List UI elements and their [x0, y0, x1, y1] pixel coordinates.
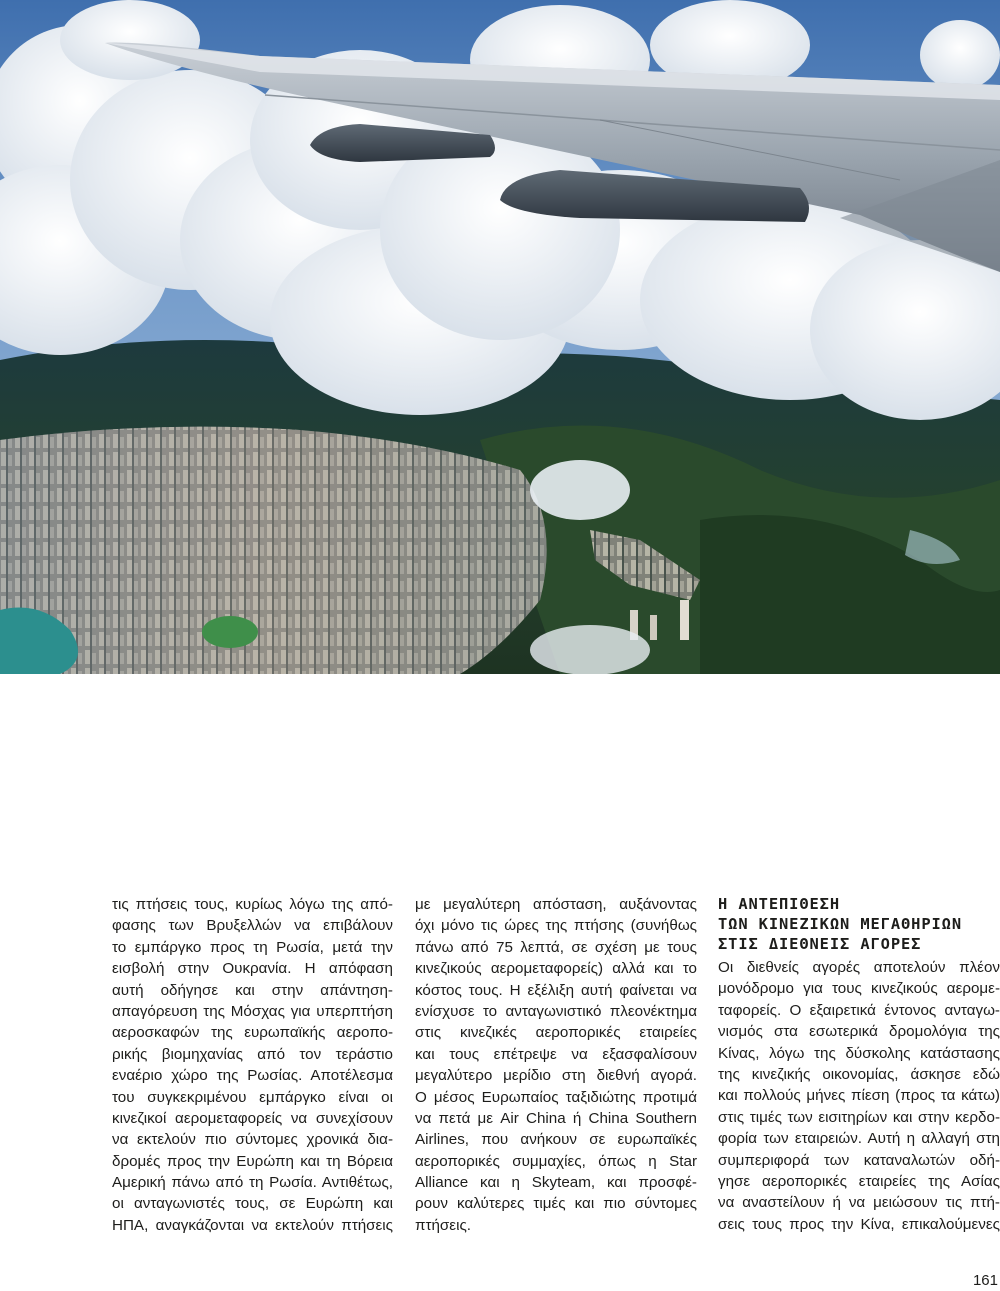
text-line: αεροπορικές συμμαχίες, όπως η Star — [415, 1152, 697, 1170]
text-line: Οι διεθνείς αγορές αποτελούν πλέον — [718, 959, 1000, 976]
text-line: να αναστείλουν ή να μειώσουν τις πτή- — [718, 1194, 1000, 1212]
text-line: ταφορείς. Ο εξαιρετικά έντονος ανταγω- — [718, 1001, 1000, 1019]
text-line: να εκτελούν πιο σύντομες χρονικά δια- — [112, 1131, 393, 1149]
text-line: του συγκεκριμένου εμπάργκο είναι οι — [112, 1088, 393, 1106]
text-line: ΗΠΑ, αναγκάζονται να εκτελούν πτήσεις — [112, 1216, 393, 1234]
text-line: και πολλούς μήνες πίεση (προς τα κάτω) — [718, 1087, 1000, 1105]
text-line: εναέριο χώρο της Ρωσίας. Αποτέλεσμα — [112, 1067, 393, 1085]
text-line: κινεζικούς αερομεταφορείς) αλλά και το — [415, 960, 697, 978]
heading-line: ΣΤΙΣ ΔΙΕΘΝΕΙΣ ΑΓΟΡΕΣ — [718, 935, 922, 953]
text-line: απαγόρευση της Μόσχας για υπερπτήση — [112, 1002, 393, 1020]
text-line: φασης των Βρυξελλών να επιβάλουν — [112, 917, 393, 935]
text-line: ρικής βιομηχανίας από τον τεράστιο — [112, 1045, 393, 1063]
text-line: στις τιμές των εισιτηρίων και στην κερδο- — [718, 1108, 1000, 1126]
text-line: γησε αεροπορικές εταιρείες της Ασίας — [718, 1172, 1000, 1190]
text-line: σεις τους προς την Κίνα, επικαλούμενες — [718, 1215, 1000, 1233]
text-line: μονόδρομο για τους κινεζικούς αερομε- — [718, 980, 1000, 998]
page-number: 161 — [972, 1272, 998, 1289]
text-line: στις κινεζικές αεροπορικές εταιρείες — [415, 1024, 697, 1042]
text-line: Alliance και η Skyteam, και προσφέ- — [415, 1174, 697, 1192]
text-line: το εμπάργκο προς τη Ρωσία, μετά την — [112, 938, 393, 956]
text-line: τις πτήσεις τους, κυρίως λόγω της από- — [112, 896, 393, 913]
text-line: πτήσεις. — [415, 1216, 471, 1234]
section-heading — [718, 894, 1000, 954]
article-column-2 — [415, 894, 697, 1236]
text-line: δρομές προς την Ευρώπη και τη Βόρεια — [112, 1152, 393, 1170]
text-line: Ο μέσος Ευρωπαίος ταξιδιώτης προτιμά — [415, 1088, 697, 1106]
heading-line: Η ΑΝΤΕΠΙΘΕΣΗ — [718, 895, 840, 913]
article-column-1 — [112, 894, 393, 1236]
text-line: ρουν καλύτερες τιμές και πιο σύντομες — [415, 1195, 697, 1213]
text-line: αυτή οδήγησε και στην απάντηση- — [112, 981, 393, 999]
text-line: Κίνας, λόγω της δύσκολης κατάστασης — [718, 1044, 1000, 1062]
text-line: μεγαλύτερο μερίδιο στη διεθνή αγορά. — [415, 1067, 697, 1085]
heading-line: ΤΩΝ ΚΙΝΕΖΙΚΩΝ ΜΕΓΑΘΗΡΙΩΝ — [718, 915, 962, 933]
text-line: ενίσχυσε το ανταγωνιστικό πλεονέκτημα — [415, 1002, 697, 1020]
text-line: εισβολή στην Ουκρανία. Η απόφαση — [112, 960, 393, 978]
text-line: να πετά με Air China ή China Southern — [415, 1109, 697, 1127]
text-line: οι ανταγωνιστές τους, σε Ευρώπη και — [112, 1195, 393, 1213]
text-line: Airlines, που ανήκουν σε ευρωπαϊκές — [415, 1131, 697, 1149]
text-line: και τους επέτρεψε να εξασφαλίσουν — [415, 1045, 697, 1063]
text-line: φορία των εταιρειών. Αυτή η αλλαγή στη — [718, 1130, 1000, 1148]
article-column-3 — [718, 894, 1000, 1235]
text-line: όχι μόνο τις ώρες της πτήσης (συνήθως — [415, 917, 697, 935]
text-line: Αμερική πάνω από τη Ρωσία. Αντιθέτως, — [112, 1174, 393, 1192]
text-line: νισμός στα εσωτερικά δρομολόγια της — [718, 1023, 1000, 1041]
text-line: συμπεριφορά των καταναλωτών οδή- — [718, 1151, 1000, 1169]
text-line: της κινεζικής οικονομίας, άσκησε εδώ — [718, 1065, 1000, 1083]
text-line: αεροσκαφών της ευρωπαϊκής αεροπο- — [112, 1024, 393, 1042]
text-line: με μεγαλύτερη απόσταση, αυξάνοντας — [415, 896, 697, 913]
text-line: κινεζικοί αερομεταφορείς να συνεχίσουν — [112, 1109, 393, 1127]
text-line: κόστος τους. Η εξέλιξη αυτή φαίνεται να — [415, 981, 697, 999]
text-line: πάνω από 75 λεπτά, σε σχέση με τους — [415, 938, 697, 956]
